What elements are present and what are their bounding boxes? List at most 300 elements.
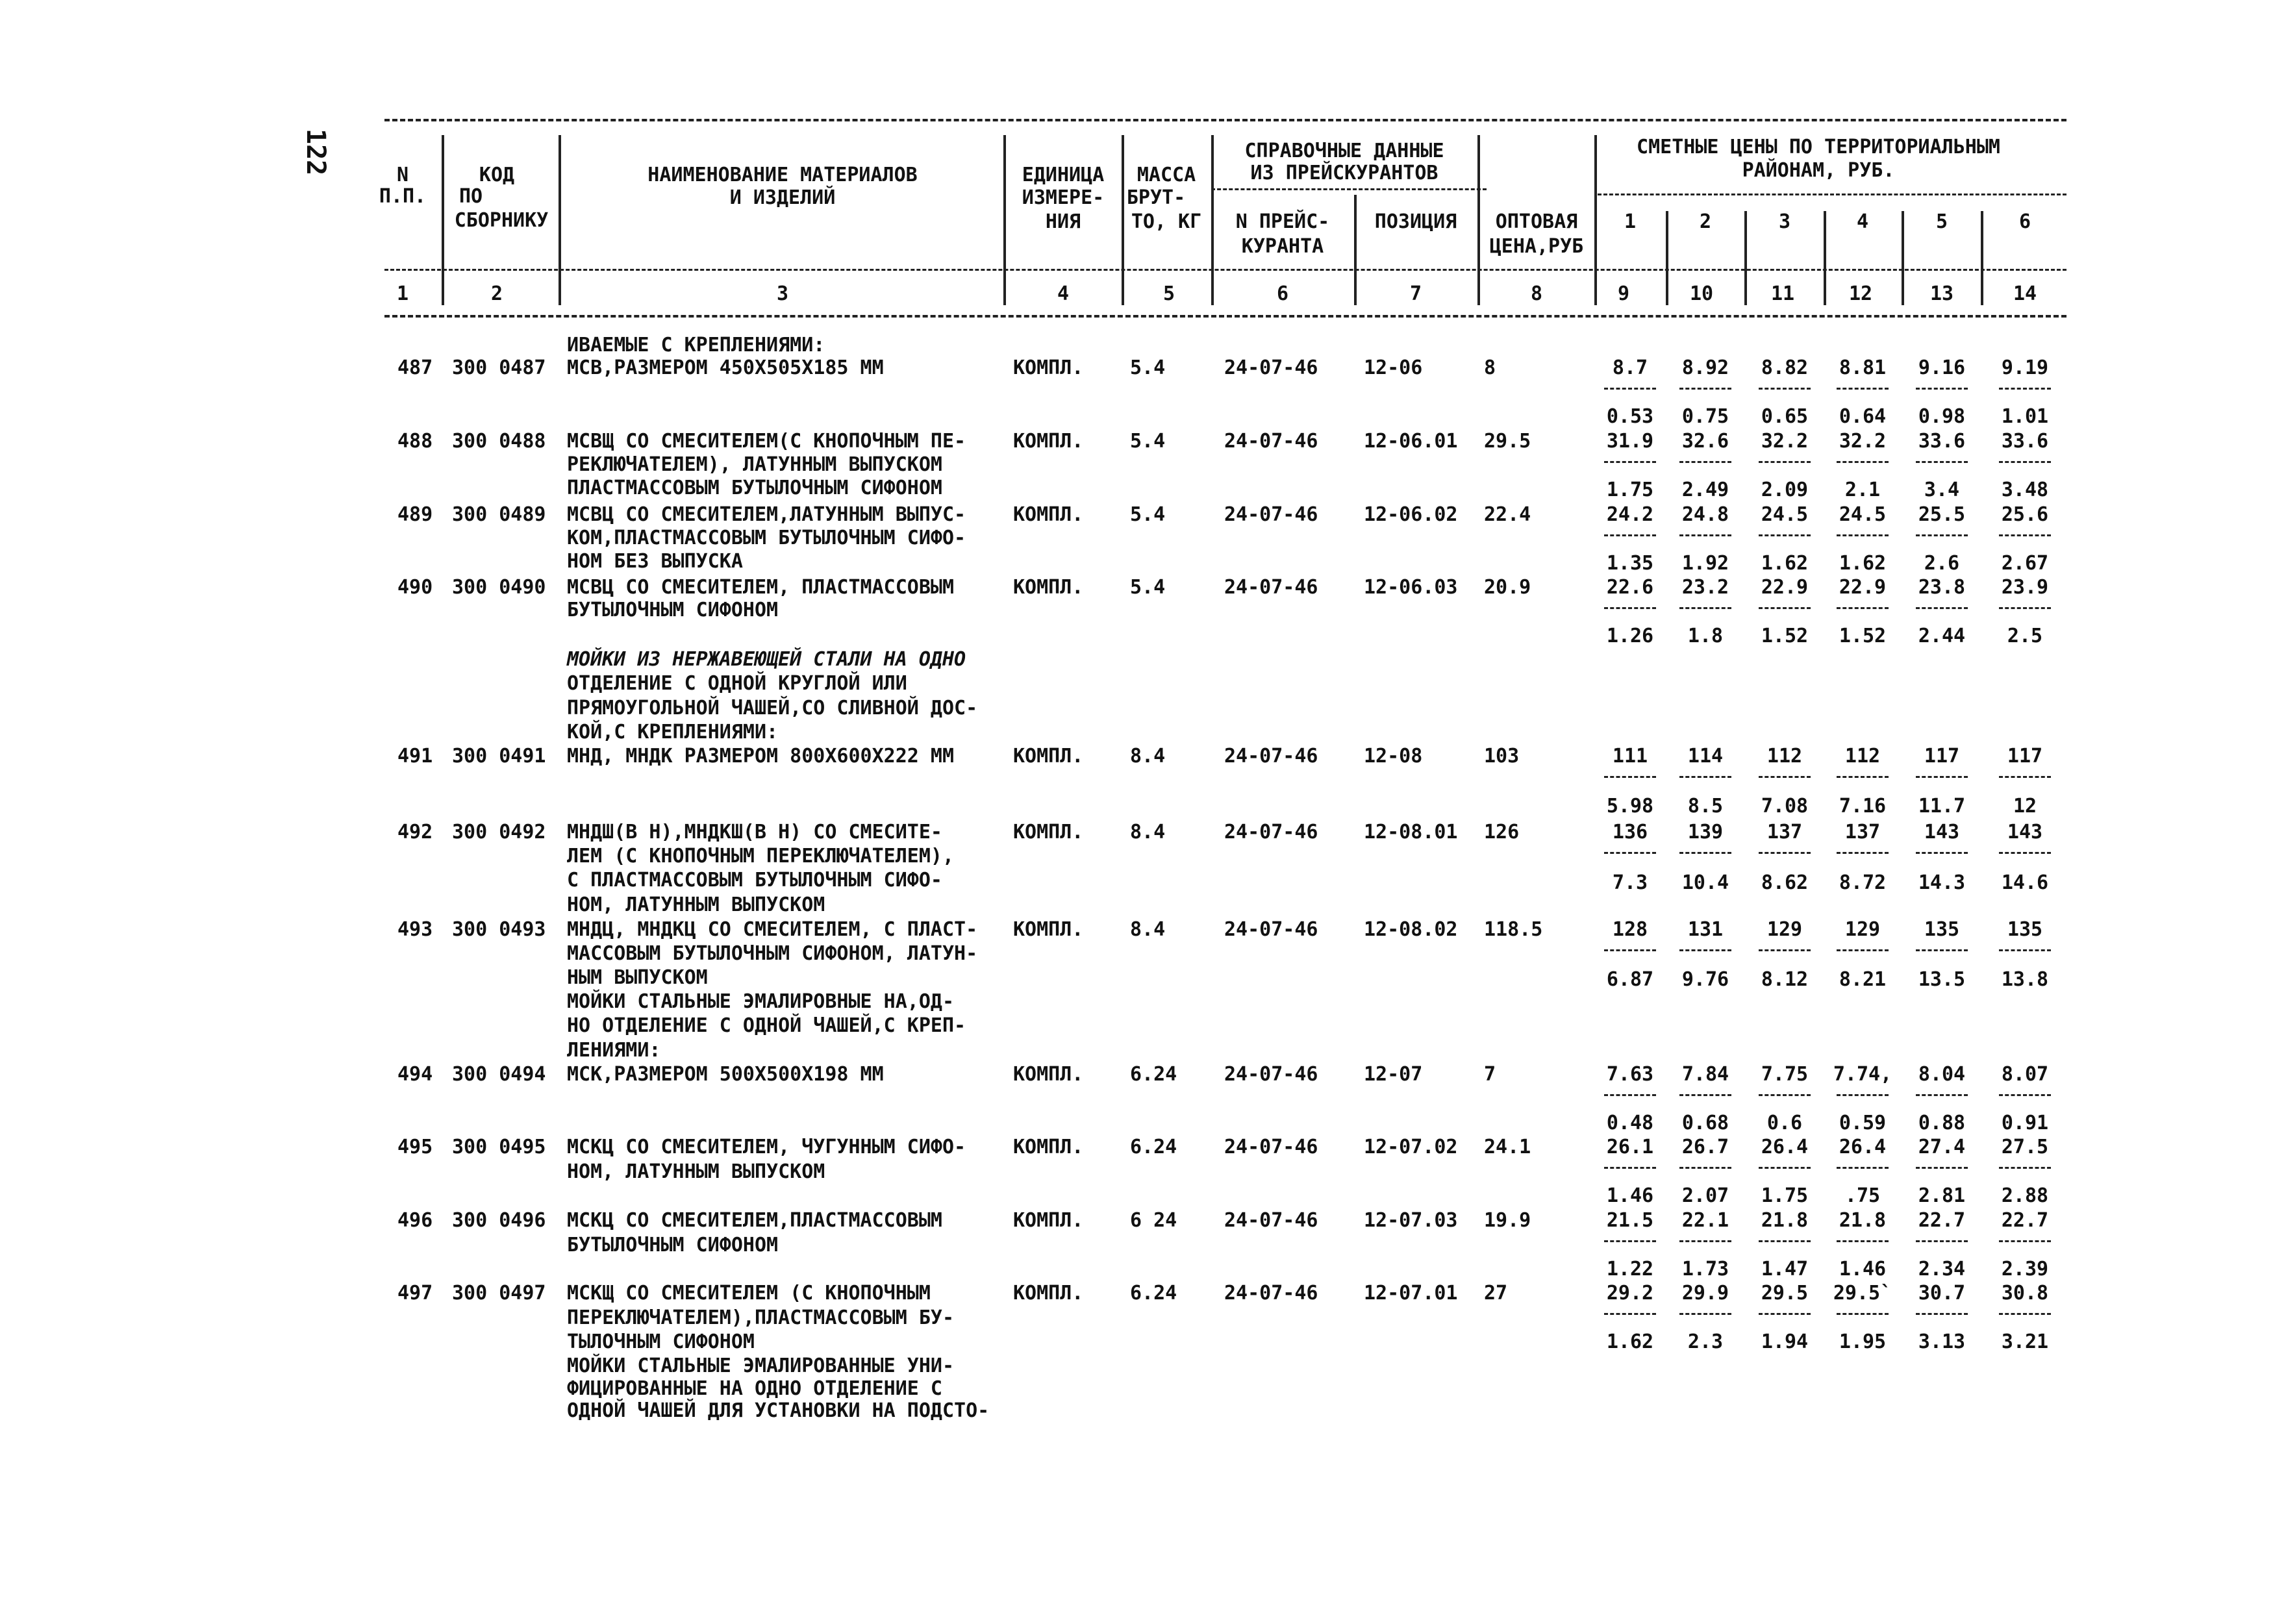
fraction-line: [1999, 1313, 2051, 1315]
row-region-price: 111: [1612, 745, 1648, 768]
row-region-index: 8.21: [1839, 968, 1887, 991]
fraction-line: [1759, 388, 1811, 390]
fraction-line: [1604, 949, 1656, 951]
description-line: МСВ,РАЗМЕРОМ 450Х505Х185 ММ: [567, 356, 884, 379]
row-region-index: .75: [1844, 1184, 1881, 1207]
row-region-price: 136: [1612, 821, 1648, 843]
row-region-price: 8.82: [1761, 356, 1809, 379]
row-mass: 6.24: [1130, 1063, 1177, 1086]
header-wholesale-2: ЦЕНА,РУБ: [1489, 235, 1584, 258]
row-unit: КОМПЛ.: [1013, 1063, 1084, 1086]
column-number-14: 14: [2013, 282, 2037, 305]
district-header-3: 3: [1778, 210, 1791, 233]
row-position: 12-06: [1364, 356, 1423, 379]
fraction-line: [1916, 1313, 1968, 1315]
row-wholesale-price: 24.1: [1484, 1136, 1531, 1158]
row-code: 300 0493: [452, 918, 546, 941]
row-region-price: 137: [1844, 821, 1881, 843]
header-kod-po: ПО: [458, 185, 483, 208]
row-code: 300 0487: [452, 356, 546, 379]
fraction-line: [1999, 607, 2051, 609]
row-region-index: 1.73: [1681, 1258, 1729, 1280]
row-pricelist: 24-07-46: [1224, 821, 1318, 843]
fraction-line: [1999, 461, 2051, 463]
row-mass: 5.4: [1130, 576, 1166, 599]
fraction-line: [1999, 776, 2051, 778]
description-line: МНДШ(В Н),МНДКШ(В Н) СО СМЕСИТЕ-: [567, 821, 942, 843]
row-region-price: 143: [2007, 821, 2043, 843]
fraction-line: [1999, 388, 2051, 390]
row-mass: 6 24: [1130, 1209, 1177, 1232]
row-region-price: 29.9: [1681, 1282, 1729, 1305]
fraction-line: [1604, 1094, 1656, 1096]
row-pricelist: 24-07-46: [1224, 356, 1318, 379]
district-header-5: 5: [1935, 210, 1948, 233]
row-pricelist: 24-07-46: [1224, 1209, 1318, 1232]
fraction-line: [1916, 949, 1968, 951]
row-mass: 8.4: [1130, 745, 1166, 768]
row-wholesale-price: 22.4: [1484, 503, 1531, 526]
row-region-price: 139: [1687, 821, 1724, 843]
row-region-price: 24.2: [1606, 503, 1654, 526]
row-region-index: 6.87: [1606, 968, 1654, 991]
fraction-line: [1604, 1240, 1656, 1242]
header-preiskurant-2: КУРАНТА: [1241, 235, 1324, 258]
row-mass: 6.24: [1130, 1282, 1177, 1305]
row-region-index: 0.65: [1761, 405, 1809, 428]
fraction-line: [1759, 1094, 1811, 1096]
row-region-index: 0.91: [2001, 1112, 2049, 1134]
row-region-price: 8.07: [2001, 1063, 2049, 1086]
row-pricelist: 24-07-46: [1224, 576, 1318, 599]
row-number: 493: [397, 918, 433, 941]
row-region-index: 3.48: [2001, 479, 2049, 501]
description-line: НОМ, ЛАТУННЫМ ВЫПУСКОМ: [567, 893, 825, 916]
row-region-index: 12: [2013, 795, 2037, 818]
ref-subheader-rule: [1211, 188, 1487, 190]
row-region-price: 31.9: [1606, 430, 1654, 453]
row-region-price: 135: [2007, 918, 2043, 941]
row-unit: КОМПЛ.: [1013, 430, 1084, 453]
row-unit: КОМПЛ.: [1013, 1209, 1084, 1232]
fraction-line: [1604, 388, 1656, 390]
row-region-price: 23.9: [2001, 576, 2049, 599]
vline-13: [1981, 211, 1983, 305]
fraction-line: [1604, 461, 1656, 463]
row-region-index: 14.3: [1918, 871, 1966, 894]
row-region-price: 117: [2007, 745, 2043, 768]
row-region-index: 8.62: [1761, 871, 1809, 894]
row-region-price: 25.6: [2001, 503, 2049, 526]
row-region-price: 22.9: [1761, 576, 1809, 599]
fraction-line: [1916, 1167, 1968, 1169]
fraction-line: [1999, 1167, 2051, 1169]
row-region-price: 21.8: [1839, 1209, 1887, 1232]
description-line: ПРЯМОУГОЛЬНОЙ ЧАШЕЙ,СО СЛИВНОЙ ДОС-: [567, 697, 978, 719]
description-line: МСВЦ СО СМЕСИТЕЛЕМ, ПЛАСТМАССОВЫМ: [567, 576, 955, 599]
row-region-price: 24.5: [1761, 503, 1809, 526]
row-region-price: 27.5: [2001, 1136, 2049, 1158]
row-region-index: 1.62: [1761, 552, 1809, 575]
row-pricelist: 24-07-46: [1224, 1063, 1318, 1086]
row-mass: 8.4: [1130, 821, 1166, 843]
row-position: 12-07.03: [1364, 1209, 1458, 1232]
row-mass: 5.4: [1130, 356, 1166, 379]
row-region-index: 1.75: [1606, 479, 1654, 501]
row-region-index: 2.34: [1918, 1258, 1966, 1280]
description-line: МНД, МНДК РАЗМЕРОМ 800Х600Х222 ММ: [567, 745, 955, 768]
description-line: РЕКЛЮЧАТЕЛЕМ), ЛАТУННЫМ ВЫПУСКОМ: [567, 453, 942, 476]
district-header-1: 1: [1624, 210, 1637, 233]
row-region-price: 26.1: [1606, 1136, 1654, 1158]
header-kod: КОД: [479, 164, 515, 186]
row-region-index: 1.46: [1839, 1258, 1887, 1280]
row-region-index: 1.35: [1606, 552, 1654, 575]
header-ref: СПРАВОЧНЫЕ ДАННЫЕ: [1244, 140, 1444, 162]
fraction-line: [1837, 1094, 1889, 1096]
column-number-3: 3: [776, 282, 789, 305]
row-region-price: 24.5: [1839, 503, 1887, 526]
fraction-line: [1604, 534, 1656, 536]
row-number: 497: [397, 1282, 433, 1305]
header-n: N: [396, 164, 409, 186]
vline-6: [1354, 195, 1357, 305]
row-region-price: 29.5: [1761, 1282, 1809, 1305]
fraction-line: [1916, 534, 1968, 536]
header-smet: СМЕТНЫЕ ЦЕНЫ ПО ТЕРРИТОРИАЛЬНЫМ: [1637, 136, 2000, 158]
description-line: МНДЦ, МНДКЦ СО СМЕСИТЕЛЕМ, С ПЛАСТ-: [567, 918, 978, 941]
row-pricelist: 24-07-46: [1224, 1282, 1318, 1305]
column-number-9: 9: [1617, 282, 1630, 305]
row-region-price: 117: [1924, 745, 1960, 768]
row-position: 12-07: [1364, 1063, 1423, 1086]
row-unit: КОМПЛ.: [1013, 918, 1084, 941]
fraction-line: [1916, 1240, 1968, 1242]
vline-8: [1594, 135, 1597, 305]
colnum-rule: [384, 269, 2066, 271]
fraction-line: [1837, 1167, 1889, 1169]
fraction-line: [1916, 607, 1968, 609]
row-code: 300 0495: [452, 1136, 546, 1158]
top-rule: [384, 119, 2066, 121]
description-line: ОДНОЙ ЧАШЕЙ ДЛЯ УСТАНОВКИ НА ПОДСТО-: [567, 1399, 990, 1422]
fraction-line: [1679, 776, 1731, 778]
row-region-price: 131: [1687, 918, 1724, 941]
row-region-index: 2.67: [2001, 552, 2049, 575]
row-region-price: 114: [1687, 745, 1724, 768]
row-region-price: 8.04: [1918, 1063, 1966, 1086]
row-region-price: 33.6: [1918, 430, 1966, 453]
fraction-line: [1759, 534, 1811, 536]
header-preiskurant: N ПРЕЙС-: [1235, 210, 1330, 233]
row-region-price: 29.5`: [1833, 1282, 1892, 1305]
row-mass: 8.4: [1130, 918, 1166, 941]
row-unit: КОМПЛ.: [1013, 821, 1084, 843]
row-wholesale-price: 7: [1484, 1063, 1496, 1086]
row-region-index: 1.62: [1606, 1330, 1654, 1353]
row-number: 494: [397, 1063, 433, 1086]
row-unit: КОМПЛ.: [1013, 745, 1084, 768]
row-region-price: 112: [1766, 745, 1803, 768]
row-region-price: 29.2: [1606, 1282, 1654, 1305]
row-region-price: 23.2: [1681, 576, 1729, 599]
row-region-price: 24.8: [1681, 503, 1729, 526]
row-region-price: 7.84: [1681, 1063, 1729, 1086]
description-line: С ПЛАСТМАССОВЫМ БУТЫЛОЧНЫМ СИФО-: [567, 869, 942, 892]
fraction-line: [1604, 1167, 1656, 1169]
row-region-index: 0.53: [1606, 405, 1654, 428]
row-region-price: 25.5: [1918, 503, 1966, 526]
fraction-line: [1837, 1240, 1889, 1242]
vline-9: [1666, 211, 1668, 305]
description-line: МОЙКИ СТАЛЬНЫЕ ЭМАЛИРОВНЫЕ НА,ОД-: [567, 990, 955, 1013]
row-unit: КОМПЛ.: [1013, 356, 1084, 379]
fraction-line: [1837, 949, 1889, 951]
fraction-line: [1679, 949, 1731, 951]
header-unit: ЕДИНИЦА: [1022, 164, 1105, 186]
header-name: НАИМЕНОВАНИЕ МАТЕРИАЛОВ: [647, 164, 918, 186]
fraction-line: [1679, 607, 1731, 609]
row-region-price: 129: [1844, 918, 1881, 941]
row-region-index: 2.88: [2001, 1184, 2049, 1207]
row-region-index: 1.46: [1606, 1184, 1654, 1207]
header-mass: МАССА: [1137, 164, 1196, 186]
row-region-index: 1.26: [1606, 625, 1654, 647]
vline-10: [1744, 211, 1747, 305]
row-region-price: 32.2: [1761, 430, 1809, 453]
row-region-index: 10.4: [1681, 871, 1729, 894]
fraction-line: [1759, 1167, 1811, 1169]
row-position: 12-07.02: [1364, 1136, 1458, 1158]
row-region-index: 1.94: [1761, 1330, 1809, 1353]
row-pricelist: 24-07-46: [1224, 745, 1318, 768]
row-pricelist: 24-07-46: [1224, 1136, 1318, 1158]
row-region-index: 8.12: [1761, 968, 1809, 991]
row-region-price: 22.1: [1681, 1209, 1729, 1232]
column-number-8: 8: [1530, 282, 1543, 305]
description-line: МСК,РАЗМЕРОМ 500Х500Х198 ММ: [567, 1063, 884, 1086]
row-region-index: 7.08: [1761, 795, 1809, 818]
row-region-price: 32.6: [1681, 430, 1729, 453]
column-number-10: 10: [1689, 282, 1714, 305]
fraction-line: [1679, 852, 1731, 854]
column-number-4: 4: [1057, 282, 1070, 305]
vline-1: [442, 135, 444, 305]
row-region-index: 2.49: [1681, 479, 1729, 501]
row-region-price: 30.8: [2001, 1282, 2049, 1305]
row-position: 12-07.01: [1364, 1282, 1458, 1305]
row-region-price: 8.7: [1612, 356, 1648, 379]
description-line: МАССОВЫМ БУТЫЛОЧНЫМ СИФОНОМ, ЛАТУН-: [567, 942, 978, 965]
fraction-line: [1679, 534, 1731, 536]
vline-3: [1003, 135, 1006, 305]
fraction-line: [1679, 1313, 1731, 1315]
fraction-line: [1679, 1094, 1731, 1096]
district-header-2: 2: [1699, 210, 1712, 233]
row-region-index: 0.6: [1766, 1112, 1803, 1134]
row-region-index: 13.5: [1918, 968, 1966, 991]
description-line: КОЙ,С КРЕПЛЕНИЯМИ:: [567, 721, 779, 743]
description-line: МСВЦ СО СМЕСИТЕЛЕМ,ЛАТУННЫМ ВЫПУС-: [567, 503, 966, 526]
row-region-price: 9.19: [2001, 356, 2049, 379]
smet-subheader-rule: [1598, 194, 2066, 195]
fraction-line: [1679, 388, 1731, 390]
fraction-line: [1759, 607, 1811, 609]
description-line: НО ОТДЕЛЕНИЕ С ОДНОЙ ЧАШЕЙ,С КРЕП-: [567, 1014, 966, 1037]
row-region-index: 0.98: [1918, 405, 1966, 428]
description-line: БУТЫЛОЧНЫМ СИФОНОМ: [567, 599, 779, 621]
column-number-7: 7: [1409, 282, 1422, 305]
row-region-price: 7.63: [1606, 1063, 1654, 1086]
row-position: 12-08.01: [1364, 821, 1458, 843]
row-position: 12-08: [1364, 745, 1423, 768]
header-wholesale: ОПТОВАЯ: [1495, 210, 1578, 233]
header-unit-2: ИЗМЕРЕ-: [1022, 186, 1105, 209]
row-mass: 5.4: [1130, 430, 1166, 453]
row-region-price: 21.8: [1761, 1209, 1809, 1232]
row-region-index: 0.64: [1839, 405, 1887, 428]
district-header-4: 4: [1856, 210, 1869, 233]
row-code: 300 0494: [452, 1063, 546, 1086]
vline-5: [1211, 135, 1214, 305]
fraction-line: [1837, 461, 1889, 463]
fraction-line: [1837, 776, 1889, 778]
column-number-11: 11: [1770, 282, 1795, 305]
description-line: МСКЩ СО СМЕСИТЕЛЕМ (С КНОПОЧНЫМ: [567, 1282, 931, 1305]
row-region-price: 33.6: [2001, 430, 2049, 453]
row-number: 490: [397, 576, 433, 599]
row-region-index: 8.72: [1839, 871, 1887, 894]
row-region-price: 135: [1924, 918, 1960, 941]
row-code: 300 0489: [452, 503, 546, 526]
header-mass-3: ТО, КГ: [1131, 210, 1202, 233]
description-line: НОМ БЕЗ ВЫПУСКА: [567, 550, 743, 573]
header-position: ПОЗИЦИЯ: [1374, 210, 1457, 233]
row-region-index: 2.5: [2007, 625, 2043, 647]
row-code: 300 0492: [452, 821, 546, 843]
row-region-price: 22.9: [1839, 576, 1887, 599]
description-line: ОТДЕЛЕНИЕ С ОДНОЙ КРУГЛОЙ ИЛИ: [567, 672, 907, 695]
description-line: ПЛАСТМАССОВЫМ БУТЫЛОЧНЫМ СИФОНОМ: [567, 477, 942, 499]
description-line: МОЙКИ СТАЛЬНЫЕ ЭМАЛИРОВАННЫЕ УНИ-: [567, 1355, 955, 1377]
row-region-index: 1.47: [1761, 1258, 1809, 1280]
row-region-index: 1.52: [1839, 625, 1887, 647]
row-code: 300 0496: [452, 1209, 546, 1232]
row-region-price: 137: [1766, 821, 1803, 843]
row-pricelist: 24-07-46: [1224, 430, 1318, 453]
header-unit-3: НИЯ: [1045, 210, 1081, 233]
column-number-5: 5: [1162, 282, 1175, 305]
description-line: НОМ, ЛАТУННЫМ ВЫПУСКОМ: [567, 1160, 825, 1183]
row-pricelist: 24-07-46: [1224, 503, 1318, 526]
fraction-line: [1916, 852, 1968, 854]
row-code: 300 0490: [452, 576, 546, 599]
row-region-price: 22.7: [2001, 1209, 2049, 1232]
fraction-line: [1604, 852, 1656, 854]
column-number-1: 1: [396, 282, 409, 305]
row-region-index: 2.09: [1761, 479, 1809, 501]
row-region-index: 1.62: [1839, 552, 1887, 575]
fraction-line: [1999, 949, 2051, 951]
row-wholesale-price: 19.9: [1484, 1209, 1531, 1232]
fraction-line: [1604, 607, 1656, 609]
row-region-index: 3.21: [2001, 1330, 2049, 1353]
row-region-price: 23.8: [1918, 576, 1966, 599]
row-region-index: 7.16: [1839, 795, 1887, 818]
row-region-index: 13.8: [2001, 968, 2049, 991]
header-kod-sbornik: СБОРНИКУ: [454, 209, 549, 232]
row-region-price: 112: [1844, 745, 1881, 768]
row-region-price: 8.81: [1839, 356, 1887, 379]
row-region-index: 1.01: [2001, 405, 2049, 428]
fraction-line: [1759, 1313, 1811, 1315]
column-number-2: 2: [490, 282, 503, 305]
row-region-index: 0.48: [1606, 1112, 1654, 1134]
row-unit: КОМПЛ.: [1013, 503, 1084, 526]
row-region-price: 26.7: [1681, 1136, 1729, 1158]
row-region-price: 143: [1924, 821, 1960, 843]
fraction-line: [1916, 776, 1968, 778]
fraction-line: [1679, 461, 1731, 463]
row-position: 12-06.02: [1364, 503, 1458, 526]
row-region-price: 21.5: [1606, 1209, 1654, 1232]
row-region-index: 1.22: [1606, 1258, 1654, 1280]
row-region-price: 8.92: [1681, 356, 1729, 379]
row-wholesale-price: 27: [1484, 1282, 1508, 1305]
header-name-2: И ИЗДЕЛИЙ: [729, 186, 836, 209]
header-ref-2: ИЗ ПРЕЙСКУРАНТОВ: [1250, 162, 1438, 184]
row-region-index: 1.75: [1761, 1184, 1809, 1207]
row-region-index: 1.95: [1839, 1330, 1887, 1353]
row-wholesale-price: 103: [1484, 745, 1520, 768]
row-region-price: 26.4: [1839, 1136, 1887, 1158]
district-header-6: 6: [2018, 210, 2031, 233]
vline-7: [1477, 135, 1480, 305]
row-region-index: 1.92: [1681, 552, 1729, 575]
row-code: 300 0497: [452, 1282, 546, 1305]
description-line: ПЕРЕКЛЮЧАТЕЛЕМ),ПЛАСТМАССОВЫМ БУ-: [567, 1306, 955, 1329]
row-wholesale-price: 29.5: [1484, 430, 1531, 453]
row-region-index: 8.5: [1687, 795, 1724, 818]
fraction-line: [1837, 852, 1889, 854]
row-position: 12-06.01: [1364, 430, 1458, 453]
row-code: 300 0491: [452, 745, 546, 768]
row-position: 12-08.02: [1364, 918, 1458, 941]
fraction-line: [1999, 534, 2051, 536]
row-number: 492: [397, 821, 433, 843]
vline-12: [1902, 211, 1904, 305]
row-wholesale-price: 8: [1484, 356, 1496, 379]
description-line: ФИЦИРОВАННЫЕ НА ОДНО ОТДЕЛЕНИЕ С: [567, 1377, 942, 1400]
row-region-index: 3.13: [1918, 1330, 1966, 1353]
row-region-price: 9.16: [1918, 356, 1966, 379]
fraction-line: [1916, 388, 1968, 390]
fraction-line: [1837, 534, 1889, 536]
fraction-line: [1759, 1240, 1811, 1242]
fraction-line: [1679, 1240, 1731, 1242]
row-number: 487: [397, 356, 433, 379]
fraction-line: [1759, 949, 1811, 951]
row-region-price: 27.4: [1918, 1136, 1966, 1158]
description-line: ЛЕМ (С КНОПОЧНЫМ ПЕРЕКЛЮЧАТЕЛЕМ),: [567, 845, 955, 868]
vline-2: [559, 135, 561, 305]
description-line: МСКЦ СО СМЕСИТЕЛЕМ, ЧУГУННЫМ СИФО-: [567, 1136, 966, 1158]
fraction-line: [1837, 607, 1889, 609]
row-region-index: 14.6: [2001, 871, 2049, 894]
row-region-index: 3.4: [1924, 479, 1960, 501]
row-region-price: 30.7: [1918, 1282, 1966, 1305]
row-region-price: 128: [1612, 918, 1648, 941]
